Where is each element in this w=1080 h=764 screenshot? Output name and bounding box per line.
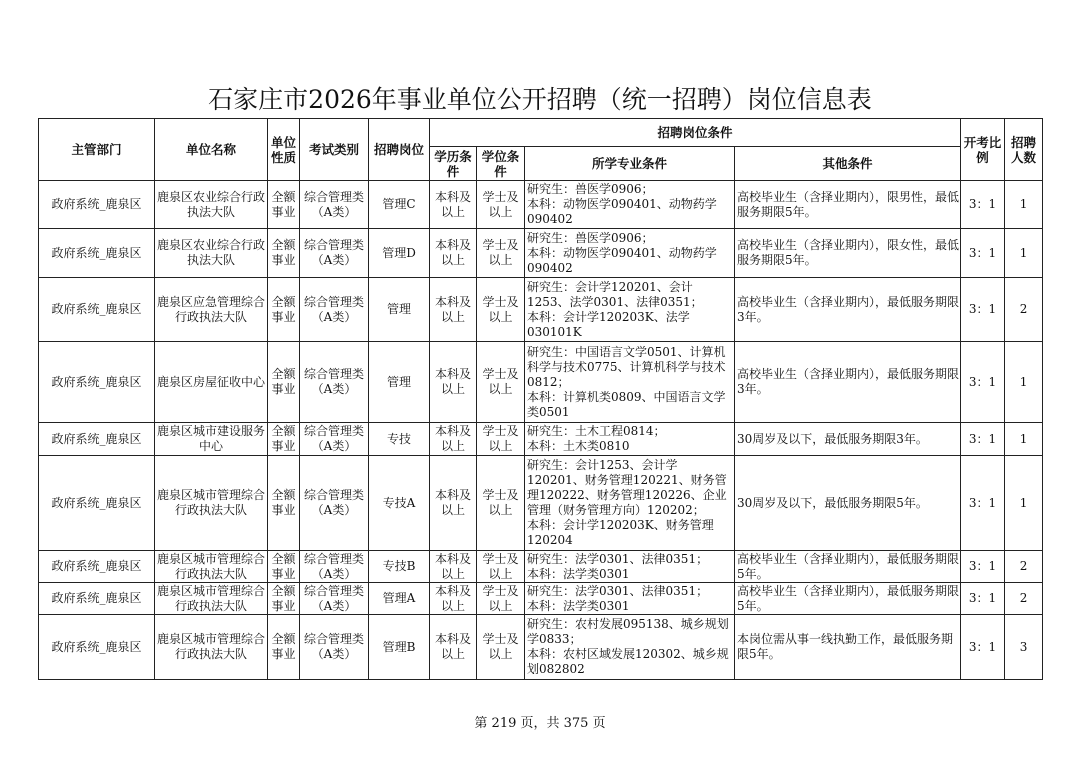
cell-edu: 本科及以上	[430, 278, 477, 342]
cell-dept: 政府系统_鹿泉区	[39, 456, 155, 551]
cell-post: 专技A	[369, 456, 430, 551]
cell-ratio: 3：1	[961, 551, 1005, 583]
cell-post: 管理B	[369, 615, 430, 680]
cell-nature: 全额事业	[268, 456, 300, 551]
cell-degree: 学士及以上	[477, 342, 525, 423]
cell-count: 2	[1005, 278, 1043, 342]
header-major: 所学专业条件	[525, 147, 735, 181]
table-row	[39, 551, 1043, 583]
cell-nature: 全额事业	[268, 229, 300, 278]
cell-degree: 学士及以上	[477, 423, 525, 456]
cell-major: 研究生：会计学120201、会计1253、法学0301、法律0351； 本科：会计学120203K、法学030101K	[525, 278, 735, 342]
cell-degree: 学士及以上	[477, 456, 525, 551]
cell-major: 研究生：兽医学0906； 本科：动物医学090401、动物药学090402	[525, 181, 735, 229]
header-degree: 学位条件	[477, 147, 525, 181]
cell-nature: 全额事业	[268, 278, 300, 342]
cell-ratio: 3：1	[961, 229, 1005, 278]
cell-nature: 全额事业	[268, 181, 300, 229]
header-dept: 主管部门	[39, 119, 155, 181]
cell-major: 研究生：兽医学0906； 本科：动物医学090401、动物药学090402	[525, 229, 735, 278]
cell-major: 研究生：中国语言文学0501、计算机科学与技术0775、计算机科学与技术0812； 本科：计算机类0809、中国语言文学类0501	[525, 342, 735, 423]
table-row	[39, 583, 1043, 615]
cell-nature: 全额事业	[268, 583, 300, 615]
cell-count: 2	[1005, 583, 1043, 615]
cell-degree: 学士及以上	[477, 278, 525, 342]
cell-degree: 学士及以上	[477, 181, 525, 229]
cell-post: 管理	[369, 278, 430, 342]
cell-other: 高校毕业生（含择业期内），限女性，最低服务期限5年。	[735, 229, 961, 278]
cell-count: 1	[1005, 342, 1043, 423]
cell-other: 30周岁及以下，最低服务期限5年。	[735, 456, 961, 551]
cell-unit: 鹿泉区城市建设服务中心	[155, 423, 268, 456]
cell-edu: 本科及以上	[430, 181, 477, 229]
positions-table	[38, 118, 1043, 680]
cell-count: 1	[1005, 423, 1043, 456]
cell-unit: 鹿泉区城市管理综合行政执法大队	[155, 615, 268, 680]
cell-unit: 鹿泉区应急管理综合行政执法大队	[155, 278, 268, 342]
cell-edu: 本科及以上	[430, 551, 477, 583]
cell-major: 研究生：法学0301、法律0351； 本科：法学类0301	[525, 551, 735, 583]
cell-exam: 综合管理类（A类）	[300, 615, 369, 680]
table-row	[39, 342, 1043, 423]
cell-ratio: 3：1	[961, 181, 1005, 229]
cell-ratio: 3：1	[961, 456, 1005, 551]
cell-exam: 综合管理类（A类）	[300, 551, 369, 583]
cell-major: 研究生：农村发展095138、城乡规划学0833； 本科：农村区域发展120302、城乡规划082802	[525, 615, 735, 680]
cell-post: 专技B	[369, 551, 430, 583]
cell-degree: 学士及以上	[477, 551, 525, 583]
cell-nature: 全额事业	[268, 615, 300, 680]
header-exam: 考试类别	[300, 119, 369, 181]
cell-edu: 本科及以上	[430, 229, 477, 278]
cell-count: 3	[1005, 615, 1043, 680]
header-conditions: 招聘岗位条件	[430, 119, 961, 147]
cell-unit: 鹿泉区城市管理综合行政执法大队	[155, 583, 268, 615]
cell-ratio: 3：1	[961, 423, 1005, 456]
cell-major: 研究生：法学0301、法律0351； 本科：法学类0301	[525, 583, 735, 615]
cell-unit: 鹿泉区农业综合行政执法大队	[155, 181, 268, 229]
header-count: 招聘人数	[1005, 119, 1043, 181]
header-nature: 单位性质	[268, 119, 300, 181]
cell-edu: 本科及以上	[430, 456, 477, 551]
cell-dept: 政府系统_鹿泉区	[39, 181, 155, 229]
cell-nature: 全额事业	[268, 342, 300, 423]
cell-other: 高校毕业生（含择业期内），限男性，最低服务期限5年。	[735, 181, 961, 229]
cell-edu: 本科及以上	[430, 342, 477, 423]
cell-dept: 政府系统_鹿泉区	[39, 423, 155, 456]
cell-unit: 鹿泉区房屋征收中心	[155, 342, 268, 423]
cell-post: 管理A	[369, 583, 430, 615]
cell-exam: 综合管理类（A类）	[300, 423, 369, 456]
cell-nature: 全额事业	[268, 423, 300, 456]
cell-other: 高校毕业生（含择业期内），最低服务期限5年。	[735, 551, 961, 583]
cell-exam: 综合管理类（A类）	[300, 229, 369, 278]
table-row	[39, 456, 1043, 551]
cell-edu: 本科及以上	[430, 615, 477, 680]
cell-count: 2	[1005, 551, 1043, 583]
cell-ratio: 3：1	[961, 583, 1005, 615]
cell-post: 管理C	[369, 181, 430, 229]
cell-count: 1	[1005, 229, 1043, 278]
cell-other: 本岗位需从事一线执勤工作，最低服务期限5年。	[735, 615, 961, 680]
cell-post: 专技	[369, 423, 430, 456]
cell-exam: 综合管理类（A类）	[300, 278, 369, 342]
table-row	[39, 423, 1043, 456]
cell-exam: 综合管理类（A类）	[300, 583, 369, 615]
cell-degree: 学士及以上	[477, 229, 525, 278]
cell-exam: 综合管理类（A类）	[300, 181, 369, 229]
cell-other: 高校毕业生（含择业期内），最低服务期限5年。	[735, 583, 961, 615]
cell-dept: 政府系统_鹿泉区	[39, 615, 155, 680]
cell-dept: 政府系统_鹿泉区	[39, 583, 155, 615]
header-edu: 学历条件	[430, 147, 477, 181]
table-row	[39, 278, 1043, 342]
table-row	[39, 229, 1043, 278]
page-footer: 第 219 页，共 375 页	[474, 716, 606, 731]
header-post: 招聘岗位	[369, 119, 430, 181]
cell-degree: 学士及以上	[477, 583, 525, 615]
cell-edu: 本科及以上	[430, 423, 477, 456]
cell-post: 管理	[369, 342, 430, 423]
cell-dept: 政府系统_鹿泉区	[39, 278, 155, 342]
cell-major: 研究生：土木工程0814； 本科：土木类0810	[525, 423, 735, 456]
cell-count: 1	[1005, 181, 1043, 229]
cell-unit: 鹿泉区农业综合行政执法大队	[155, 229, 268, 278]
cell-count: 1	[1005, 456, 1043, 551]
cell-major: 研究生：会计1253、会计学120201、财务管理120221、财务管理120222、财务管理120226、企业管理（财务管理方向）120202； 本科：会计学120203K、财务管理120204	[525, 456, 735, 551]
cell-other: 高校毕业生（含择业期内），最低服务期限3年。	[735, 342, 961, 423]
header-unit: 单位名称	[155, 119, 268, 181]
cell-unit: 鹿泉区城市管理综合行政执法大队	[155, 456, 268, 551]
cell-exam: 综合管理类（A类）	[300, 342, 369, 423]
table-row	[39, 181, 1043, 229]
page-title: 石家庄市2026年事业单位公开招聘（统一招聘）岗位信息表	[208, 85, 872, 114]
cell-dept: 政府系统_鹿泉区	[39, 229, 155, 278]
cell-ratio: 3：1	[961, 615, 1005, 680]
table-row	[39, 615, 1043, 680]
cell-nature: 全额事业	[268, 551, 300, 583]
header-ratio: 开考比例	[961, 119, 1005, 181]
cell-dept: 政府系统_鹿泉区	[39, 551, 155, 583]
cell-unit: 鹿泉区城市管理综合行政执法大队	[155, 551, 268, 583]
cell-post: 管理D	[369, 229, 430, 278]
cell-ratio: 3：1	[961, 342, 1005, 423]
cell-edu: 本科及以上	[430, 583, 477, 615]
cell-other: 30周岁及以下，最低服务期限3年。	[735, 423, 961, 456]
cell-exam: 综合管理类（A类）	[300, 456, 369, 551]
cell-other: 高校毕业生（含择业期内），最低服务期限3年。	[735, 278, 961, 342]
cell-dept: 政府系统_鹿泉区	[39, 342, 155, 423]
header-other: 其他条件	[735, 147, 961, 181]
cell-ratio: 3：1	[961, 278, 1005, 342]
cell-degree: 学士及以上	[477, 615, 525, 680]
